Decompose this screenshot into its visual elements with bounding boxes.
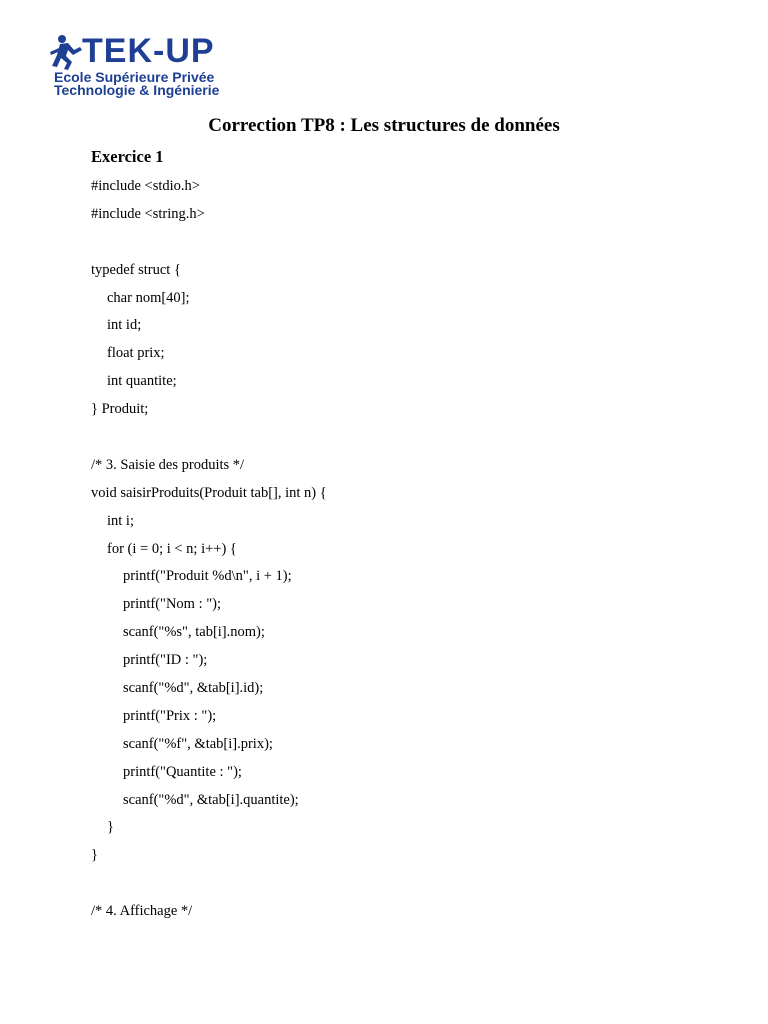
code-line: [91, 872, 731, 900]
code-line: [91, 231, 731, 259]
code-line: #include <string.h>: [91, 205, 205, 222]
code-line: printf("Quantite : ");: [123, 763, 242, 780]
code-line: void saisirProduits(Produit tab[], int n) {: [91, 484, 327, 501]
code-line: } Produit;: [91, 401, 149, 418]
code-line: int id;: [107, 317, 142, 334]
document-title: Correction TP8 : Les structures de données: [208, 115, 560, 136]
code-line: char nom[40];: [107, 289, 190, 306]
code-line: scanf("%s", tab[i].nom);: [123, 624, 265, 641]
code-line: printf("Nom : ");: [123, 596, 222, 613]
logo-school-line: Technologie & Ingénierie: [54, 82, 220, 98]
code-line: scanf("%d", &tab[i].quantite);: [123, 791, 299, 808]
code-line: float prix;: [107, 345, 165, 362]
code-line: scanf("%f", &tab[i].prix);: [123, 735, 273, 752]
code-line: #include <stdio.h>: [91, 178, 200, 194]
code-line: }: [91, 847, 98, 864]
tekup-logo: [46, 34, 246, 100]
code-line: [91, 426, 731, 454]
code-block: [91, 175, 731, 928]
code-line: /* 3. Saisie des produits */: [91, 456, 245, 473]
tekup-runner-logo-icon: [46, 34, 86, 72]
exercise-heading: Exercice 1: [91, 147, 164, 166]
code-line: printf("ID : ");: [123, 652, 208, 669]
code-line: printf("Produit %d\n", i + 1);: [123, 568, 292, 585]
code-line: scanf("%d", &tab[i].id);: [123, 680, 264, 697]
code-line: typedef struct {: [91, 261, 181, 278]
logo-school-line: Ecole Supérieure Privée: [54, 69, 215, 85]
code-line: int i;: [107, 512, 134, 529]
code-line: printf("Prix : ");: [123, 707, 217, 724]
logo-name: TEK-UP: [82, 32, 215, 70]
code-line: int quantite;: [107, 373, 177, 390]
code-line: /* 4. Affichage */: [91, 903, 193, 920]
code-line: for (i = 0; i < n; i++) {: [107, 540, 237, 557]
code-line: }: [107, 819, 114, 836]
